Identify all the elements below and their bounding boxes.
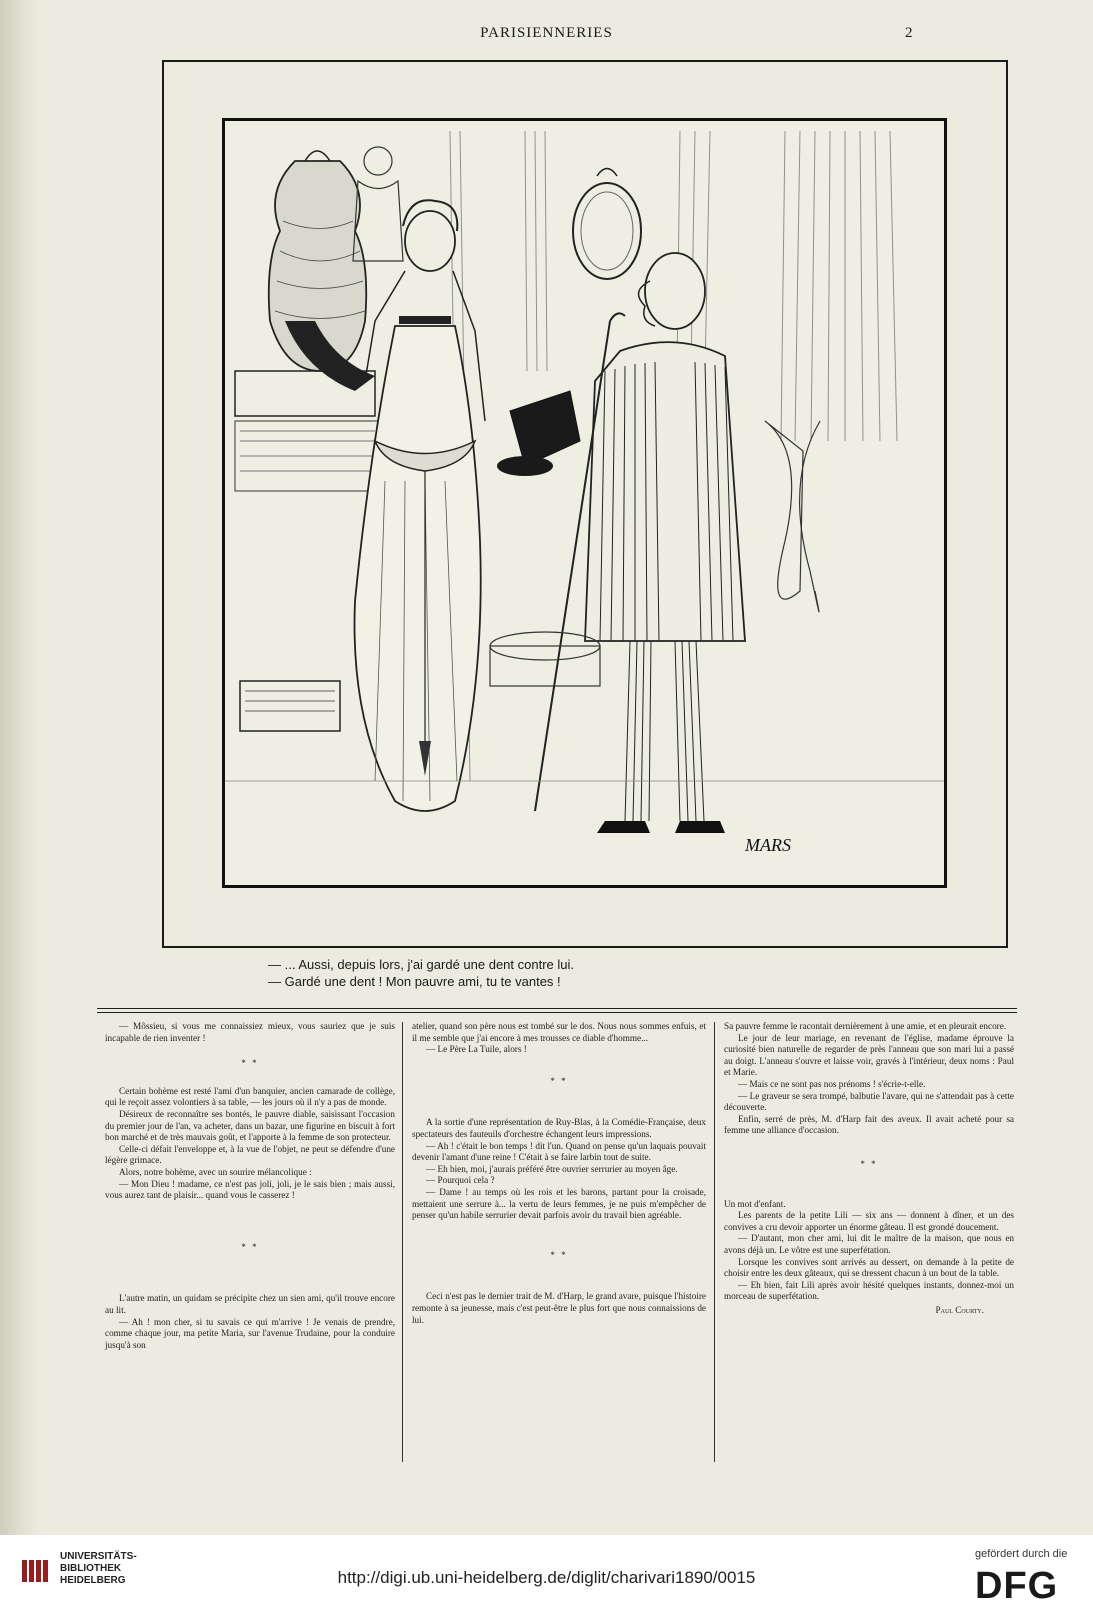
text-column-2 [412,1021,706,1326]
paragraph: Certain bohème est resté l'ami d'un banquier, ancien camarade de collège, qui le reçoit assez volontiers à sa table, — les jours où il n'y a pas de monde. [105,1085,395,1108]
artist-signature: MARS [745,835,791,855]
paragraph: Un mot d'enfant. [724,1198,786,1209]
paragraph: L'autre matin, un quidam se précipite chez un sien ami, qu'il trouve encore au lit. [105,1293,395,1315]
library-name-line-2: BIBLIOTHEK [60,1563,122,1574]
column-separator-1 [402,1022,403,1462]
paragraph: — Eh bien, moi, j'aurais préféré être ouvrier serrurier au moyen âge. [426,1163,678,1174]
page-spine-shadow [0,0,38,1535]
author-signature: Paul Courty. [935,1304,984,1315]
illustration [222,118,947,888]
paragraph: Lorsque les convives sont arrivés au dessert, on demande à la petite de choisir entre les deux gâteaux, qui se dressent chacun à un bout de la table. [724,1256,1014,1279]
source-url-link[interactable]: http://digi.ub.uni-heidelberg.de/diglit/charivari1890/0015 [337,1568,756,1587]
caption-line-1: — ... Aussi, depuis lors, j'ai gardé une dent contre lui. [268,957,574,972]
page-title: PARISIENNERIES [480,25,613,41]
section-separator: * * [550,1075,568,1086]
paragraph: Ceci n'est pas le dernier trait de M. d'Harp, le grand avare, puisque l'histoire remonte à sa jeunesse, mais c'est peut-être le plus fort que nous connaissions de lui. [412,1291,706,1325]
double-rule-bottom [97,1012,1017,1013]
paragraph: — Dame ! au temps où les rois et les barons, partant pour la croisade, mettaient une serrure à... la vertu de leurs femmes, je ne puis m'empêcher de penser qu'un habile serrurier devait parfois avoir du travail bien agréable. [412,1186,706,1221]
paragraph: Enfin, serré de près, M. d'Harp fait des aveux. Il avait acheté pour sa femme une alliance d'occasion. [724,1113,1014,1136]
paragraph: — Ah ! c'était le bon temps ! dit l'un. Quand on pense qu'un laquais pouvait devenir l'amant d'une reine ! C'était à se faire larbin tout de suite. [412,1140,706,1163]
section-separator: * * [241,1058,259,1069]
paragraph: A la sortie d'une représentation de Ruy-Blas, à la Comédie-Française, deux spectateurs des fauteuils d'orchestre échangent leurs impressions. [412,1117,706,1139]
paragraph: — Môssieu, si vous me connaissiez mieux, vous sauriez que je suis incapable de rien inventer ! [105,1021,395,1043]
section-separator: * * [241,1241,259,1252]
funder-logo: DFG [975,1565,1059,1607]
page-number: 2 [905,25,913,41]
paragraph: — Pourquoi cela ? [426,1175,495,1186]
library-name-line-3: HEIDELBERG [60,1575,126,1586]
text-column-3 [724,1021,1014,1316]
paragraph: Le jour de leur mariage, en revenant de l'église, madame éprouve la curiosité bien naturelle de regarder de près l'anneau que son mari lui a passé au doigt. L'anneau s'ouvre et laisse voir, gravés à l'intérieur, deux noms : Paul et Marie. [724,1032,1014,1078]
funded-by-label: gefördert durch die [975,1548,1068,1560]
paragraph: — Eh bien, fait Lili après avoir hésité quelques instants, donnez-moi un morceau de superfétation. [724,1279,1014,1302]
paragraph: — Le Père La Tuile, alors ! [426,1044,527,1055]
caption-line-2: — Gardé une dent ! Mon pauvre ami, tu te vantes ! [268,974,561,989]
paragraph: — Mon Dieu ! madame, ce n'est pas joli, joli, je le sais bien ; mais aussi, vous aurez tant de plaisir... quand vous le casserez ! [105,1178,395,1201]
paragraph: Les parents de la petite Lili — six ans — donnent à dîner, et un des convives a cru devoir apporter un énorme gâteau. Il est grondé doucement. [724,1210,1014,1232]
cartoon-drawing [225,121,944,885]
paragraph: — Le graveur se sera trompé, balbutie l'avare, qui ne s'attendait pas à cette découverte. [724,1090,1014,1113]
paragraph: Sa pauvre femme le racontait dernièrement à une amie, et en pleurait encore. [724,1021,1007,1031]
library-name-line-1: UNIVERSITÄTS- [60,1551,137,1562]
paragraph: Alors, notre bohème, avec un sourire mélancolique : [119,1166,312,1177]
text-column-1 [105,1021,395,1351]
section-separator: * * [550,1249,568,1260]
paragraph: — D'autant, mon cher ami, lui dit le maître de la maison, que nous en avons déjà un. Le vôtre est une superfétation. [724,1233,1014,1255]
column-separator-2 [714,1022,715,1462]
double-rule-top [97,1008,1017,1009]
paragraph: Celle-ci défait l'enveloppe et, à la vue de l'objet, ne peut se défendre d'une légère grimace. [105,1143,395,1166]
paragraph: Désireux de reconnaître ses bontés, le pauvre diable, saisissant l'occasion du premier jour de l'an, va acheter, dans un bazar, une figurine en biscuit à fort bon marché et de très mauvais goût, et l'apporte à la femme de son protecteur. [105,1108,395,1143]
paragraph: atelier, quand son père nous est tombé sur le dos. Nous nous sommes enfuis, et il me semble que j'ai encore à mes trousses ce diable d'homme... [412,1021,706,1043]
paragraph: — Ah ! mon cher, si tu savais ce qui m'arrive ! Je venais de prendre, comme chaque jour, ma petite Maria, sur l'avenue Trudaine, pour la conduire jusqu'à son [105,1316,395,1350]
paragraph: — Mais ce ne sont pas nos prénoms ! s'écrie-t-elle. [738,1078,926,1089]
section-separator: * * [860,1158,878,1169]
